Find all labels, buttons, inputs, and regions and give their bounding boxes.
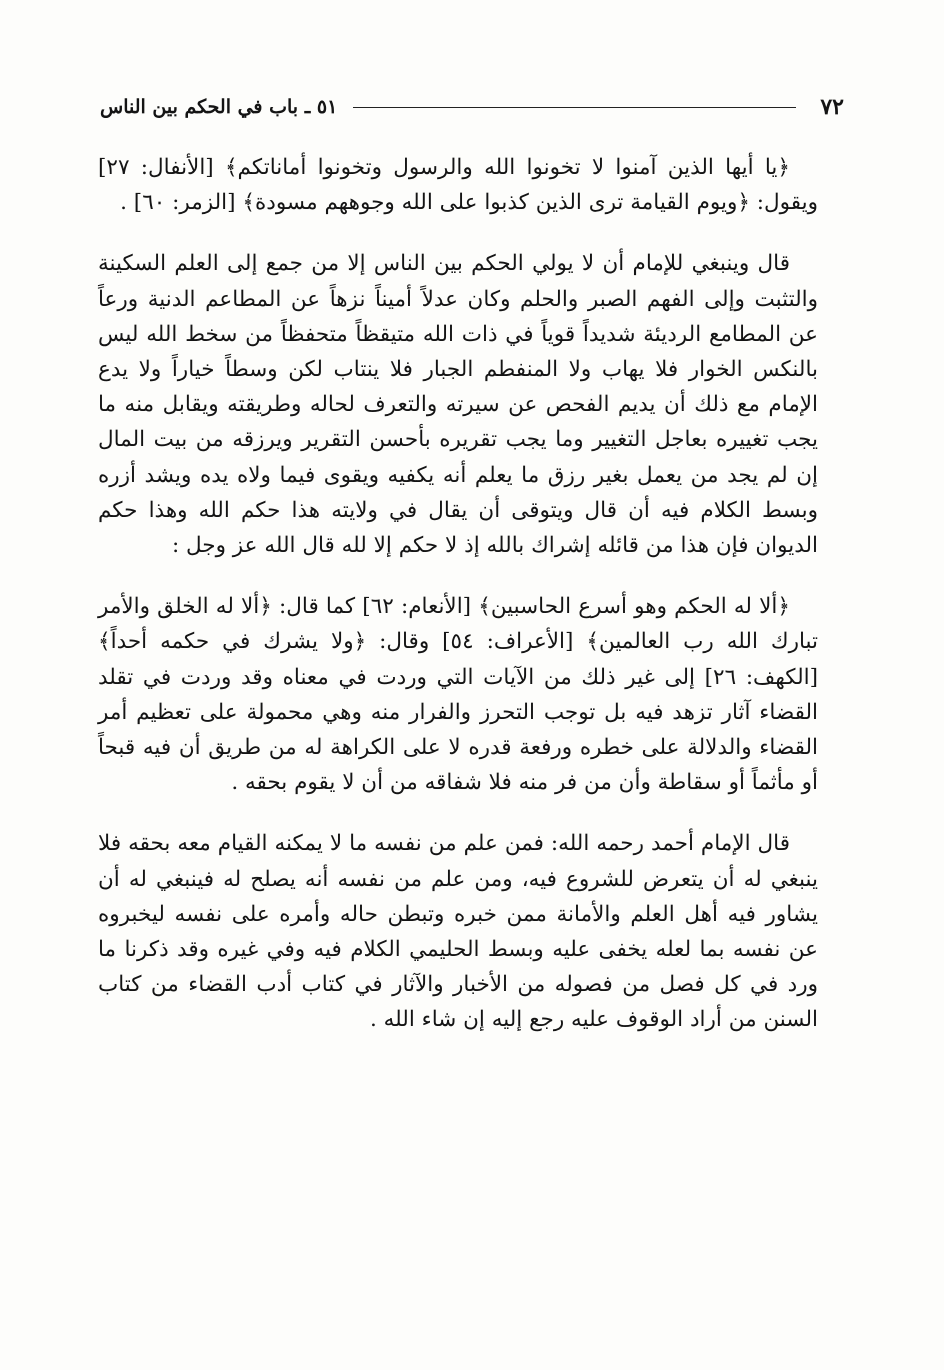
page-number: ٧٢ xyxy=(820,94,844,120)
paragraph-imam-duties: قال وينبغي للإمام أن لا يولي الحكم بين الناس إلا من جمع إلى العلم السكينة والتثبت وإلى الفهم الصبر والحلم وكان عدلاً أميناً نزهاً عن المطاعم الدنية ورعاً عن المطامع الرديئة شديداً قوياً في ذات الله متيقظاً متحفظاً من سخط الله ليس بالنكس الخوار فلا يهاب ولا المنفطم الجبار فلا ينتاب لكن وسطاً خياراً ولا يدع الإمام مع ذلك أن يديم الفحص عن سيرته والتعرف لحاله وطريقته ويقابل منه ما يجب تغييره بعاجل التغيير وما يجب تقريره بأحسن التقرير ويرزقه من بيت المال إن لم يجد من يعمل بغير رزق ما يعلم أنه يكفيه ويقوى فيما ولاه يده ويشد أزره وبسط الكلام فيه أن قال ويتوقى أن يقال في ولايته هذا حكم الله وهذا حكم الديوان فإن هذا من قائله إشراك بالله إذ لا حكم إلا لله قال الله عز وجل : xyxy=(98,251,818,559)
paragraph-judgement-verses: ﴿ألا له الحكم وهو أسرع الحاسبين﴾ [الأنعام: ٦٢] كما قال: ﴿ألا له الخلق والأمر تبارك الله رب العالمين﴾ [الأعراف: ٥٤] وقال: ﴿ولا يشرك في حكمه أحداً﴾ [الكهف: ٢٦] إلى غير ذلك من الآيات التي وردت في معناه وقد وردت في تقلد القضاء آثار تزهد فيه بل توجب التحرز والفرار منه وهي محمولة على تعظيم أمر القضاء والدلالة على خطره ورفعة قدره لا على الكراهة له من طريق أن فيه قبحاً أو مأثماً أو سقاطة وأن من فر منه فلا شفاقه من أن لا يقوم بحقه . xyxy=(98,594,819,796)
paragraph-quran-quote: ﴿يا أيها الذين آمنوا لا تخونوا الله والرسول وتخونوا أماناتكم﴾ [الأنفال: ٢٧] ويقول: ﴿ويوم القيامة ترى الذين كذبوا على الله وجوههم مسودة﴾ [الزمر: ٦٠] . xyxy=(98,155,818,216)
page-header xyxy=(100,92,844,122)
body-text xyxy=(98,150,818,1038)
header-rule xyxy=(353,107,796,108)
running-title: ٥١ ـ باب في الحكم بين الناس xyxy=(100,96,338,118)
paragraph-imam-ahmad: قال الإمام أحمد رحمه الله: فمن علم من نفسه ما لا يمكنه القيام معه بحقه فلا ينبغي له أن يتعرض للشروع فيه، ومن علم من نفسه أنه يصلح له فينبغي له أن يشاور فيه أهل العلم والأمانة ممن خبره وتبطن حاله وأمره على نفسه ليخبروه عن نفسه بما لعله يخفى عليه وبسط الحليمي الكلام فيه وفي غيره وقد ذكرنا ما ورد في كل فصل من فصوله من الأخبار والآثار في كتاب أدب القضاء من كتاب السنن من أراد الوقوف عليه رجع إليه إن شاء الله . xyxy=(98,831,818,1033)
